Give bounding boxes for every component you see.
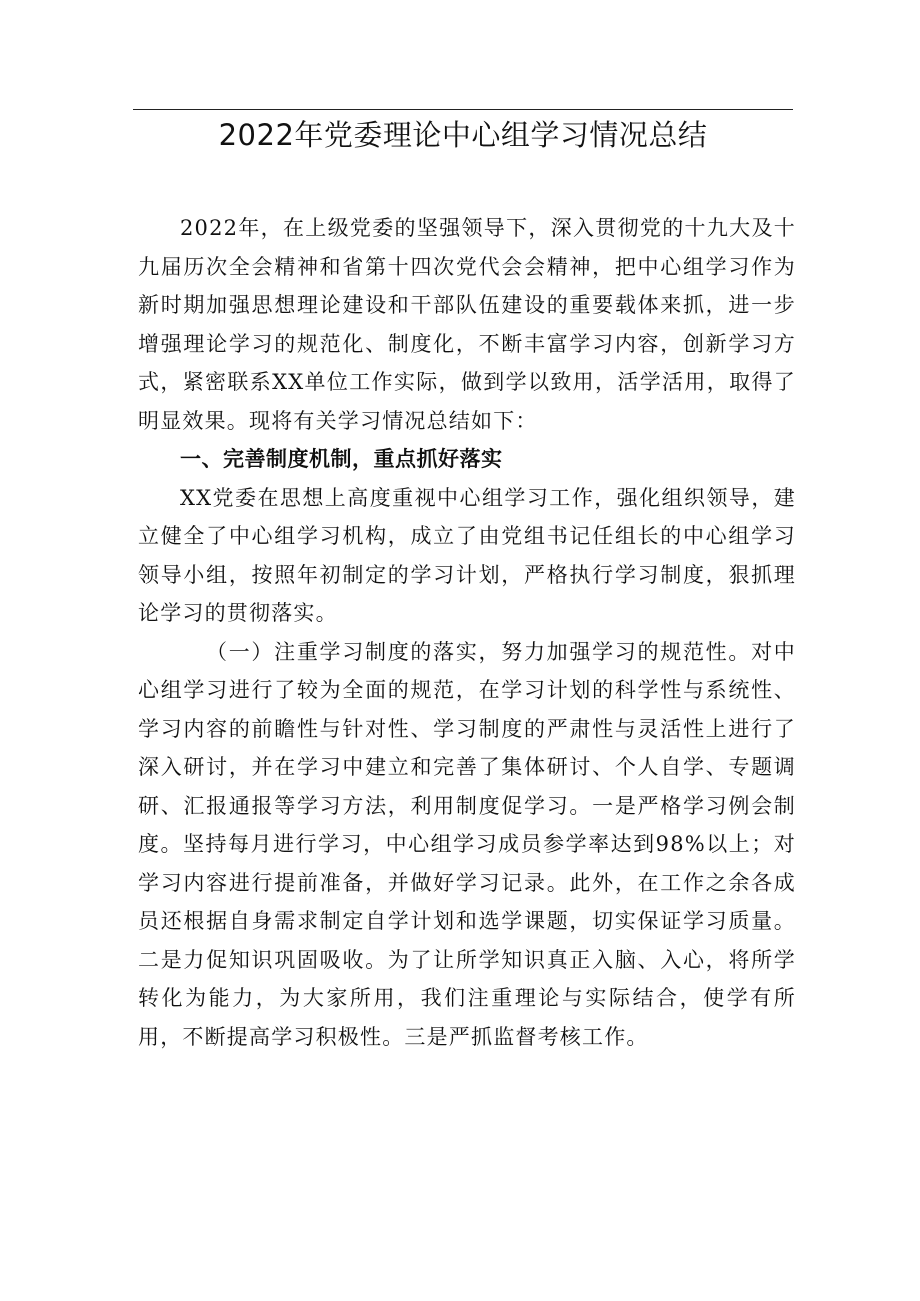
subsection-1-paragraph: （一）注重学习制度的落实，努力加强学习的规范性。对中心组学习进行了较为全面的规范，在学习计划的科学性与系统性、学习内容的前瞻性与针对性、学习制度的严肃性与灵活性上进行了深入研讨，并在学习中建立和完善了集体研讨、个人自学、专题调研、汇报通报等学习方法，利用制度促学习。一是严格学习例会制度。坚持每月进行学习，中心组学习成员参学率达到98%以上；对学习内容进行提前准备，并做好学习记录。此外，在工作之余各成员还根据自身需求制定自学计划和选学课题，切实保证学习质量。二是力促知识巩固吸收。为了让所学知识真正入脑、入心，将所学转化为能力，为大家所用，我们注重理论与实际结合，使学有所用，不断提高学习积极性。三是严抓监督考核工作。 [138, 639, 796, 1049]
intro-paragraph: 2022年，在上级党委的坚强领导下，深入贯彻党的十九大及十九届历次全会精神和省第十四次党代会会精神，把中心组学习作为新时期加强思想理论建设和干部队伍建设的重要载体来抓，进一步增强理论学习的规范化、制度化，不断丰富学习内容，创新学习方式，紧密联系XX单位工作实际，做到学以致用，活学活用，取得了明显效果。现将有关学习情况总结如下： [138, 216, 796, 433]
header-rule [133, 109, 793, 110]
section-heading-1: 一、完善制度机制，重点抓好落实 [180, 447, 503, 471]
document-title: 2022年党委理论中心组学习情况总结 [218, 118, 708, 152]
document-body [138, 209, 796, 1056]
section-1-paragraph: XX党委在思想上高度重视中心组学习工作，强化组织领导，建立健全了中心组学习机构，成立了由党组书记任组长的中心组学习领导小组，按照年初制定的学习计划，严格执行学习制度，狠抓理论学习的贯彻落实。 [138, 485, 796, 625]
